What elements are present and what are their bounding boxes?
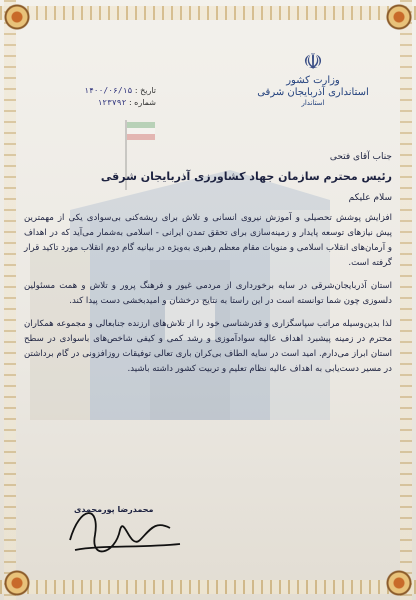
number-row — [36, 98, 156, 107]
salutation: جناب آقای فتحی — [329, 152, 392, 162]
date-row — [36, 86, 156, 95]
corner-ornament-icon — [0, 0, 34, 34]
date-value: ۱۴۰۰/۰۶/۱۵ — [84, 86, 133, 95]
ministry-name: وزارت کشور — [286, 75, 340, 86]
ornament-border-left — [4, 0, 16, 600]
letterhead — [238, 52, 388, 108]
iran-emblem-icon: ☫ — [303, 50, 323, 75]
number-label: شماره : — [128, 98, 156, 107]
paragraph: استان آذربایجان‌شرقی در سایه برخورداری از مردمی غیور و فرهنگ پرور و تلاش و همت مسئولین دلسوزی چون شما توانسته است در این راستا به نتایج درخشان و امیدبخشی دست پیدا کند. — [24, 281, 392, 307]
ornament-border-top — [0, 6, 416, 20]
corner-ornament-icon — [0, 566, 34, 600]
paragraph: لذا بدین‌وسیله مراتب سپاسگزاری و قدرشناسی خود را از تلاش‌های ارزنده جنابعالی و مجموعه همکاران محترم در زمینه پیشبرد اهداف عالیه سوادآموزی و رشد کمی و کیفی شاخص‌های باسوادی در سطح استان ابراز می‌دارم. امید است در سایه الطاف بی‌کران باری تعالی توفیقات روزافزونی در گام برداشتن در مسیر دست‌یابی به اهداف عالیه نظام تعلیم و تربیت کشور داشته باشید. — [24, 319, 392, 375]
ornament-border-right — [400, 0, 412, 600]
corner-ornament-icon — [382, 566, 416, 600]
paragraph: افزایش پوشش تحصیلی و آموزش نیروی انسانی و تلاش برای ریشه‌کنی بی‌سوادی یکی از مهمترین پیش نیازهای توسعه پایدار و زمینه‌سازی برای تحقق تمدن ایرانی - اسلامی به‌شمار می‌آید که در اهداف و آرمان‌های انقلاب اسلامی و منویات مقام معظم رهبری به‌ویژه در بیانیه گام دوم انقلاب مورد تاکید قرار گرفته است. — [24, 213, 392, 269]
letter-meta — [36, 86, 156, 110]
number-value: ۱۲۳۷۹۲ — [97, 98, 127, 107]
ornament-border-bottom — [0, 580, 416, 594]
governorate-name: استانداری آذربایجان شرقی — [257, 87, 369, 98]
corner-ornament-icon — [382, 0, 416, 34]
office-name: استاندار — [301, 99, 325, 107]
addressee: رئیس محترم سازمان جهاد کشاورزی آذربایجان شرقی — [100, 170, 392, 183]
signatory-name: محمدرضا پورمحمدی — [74, 505, 154, 514]
greeting: سلام علیکم — [348, 193, 392, 203]
letter-body — [24, 148, 392, 385]
date-label: تاریخ : — [134, 86, 156, 95]
